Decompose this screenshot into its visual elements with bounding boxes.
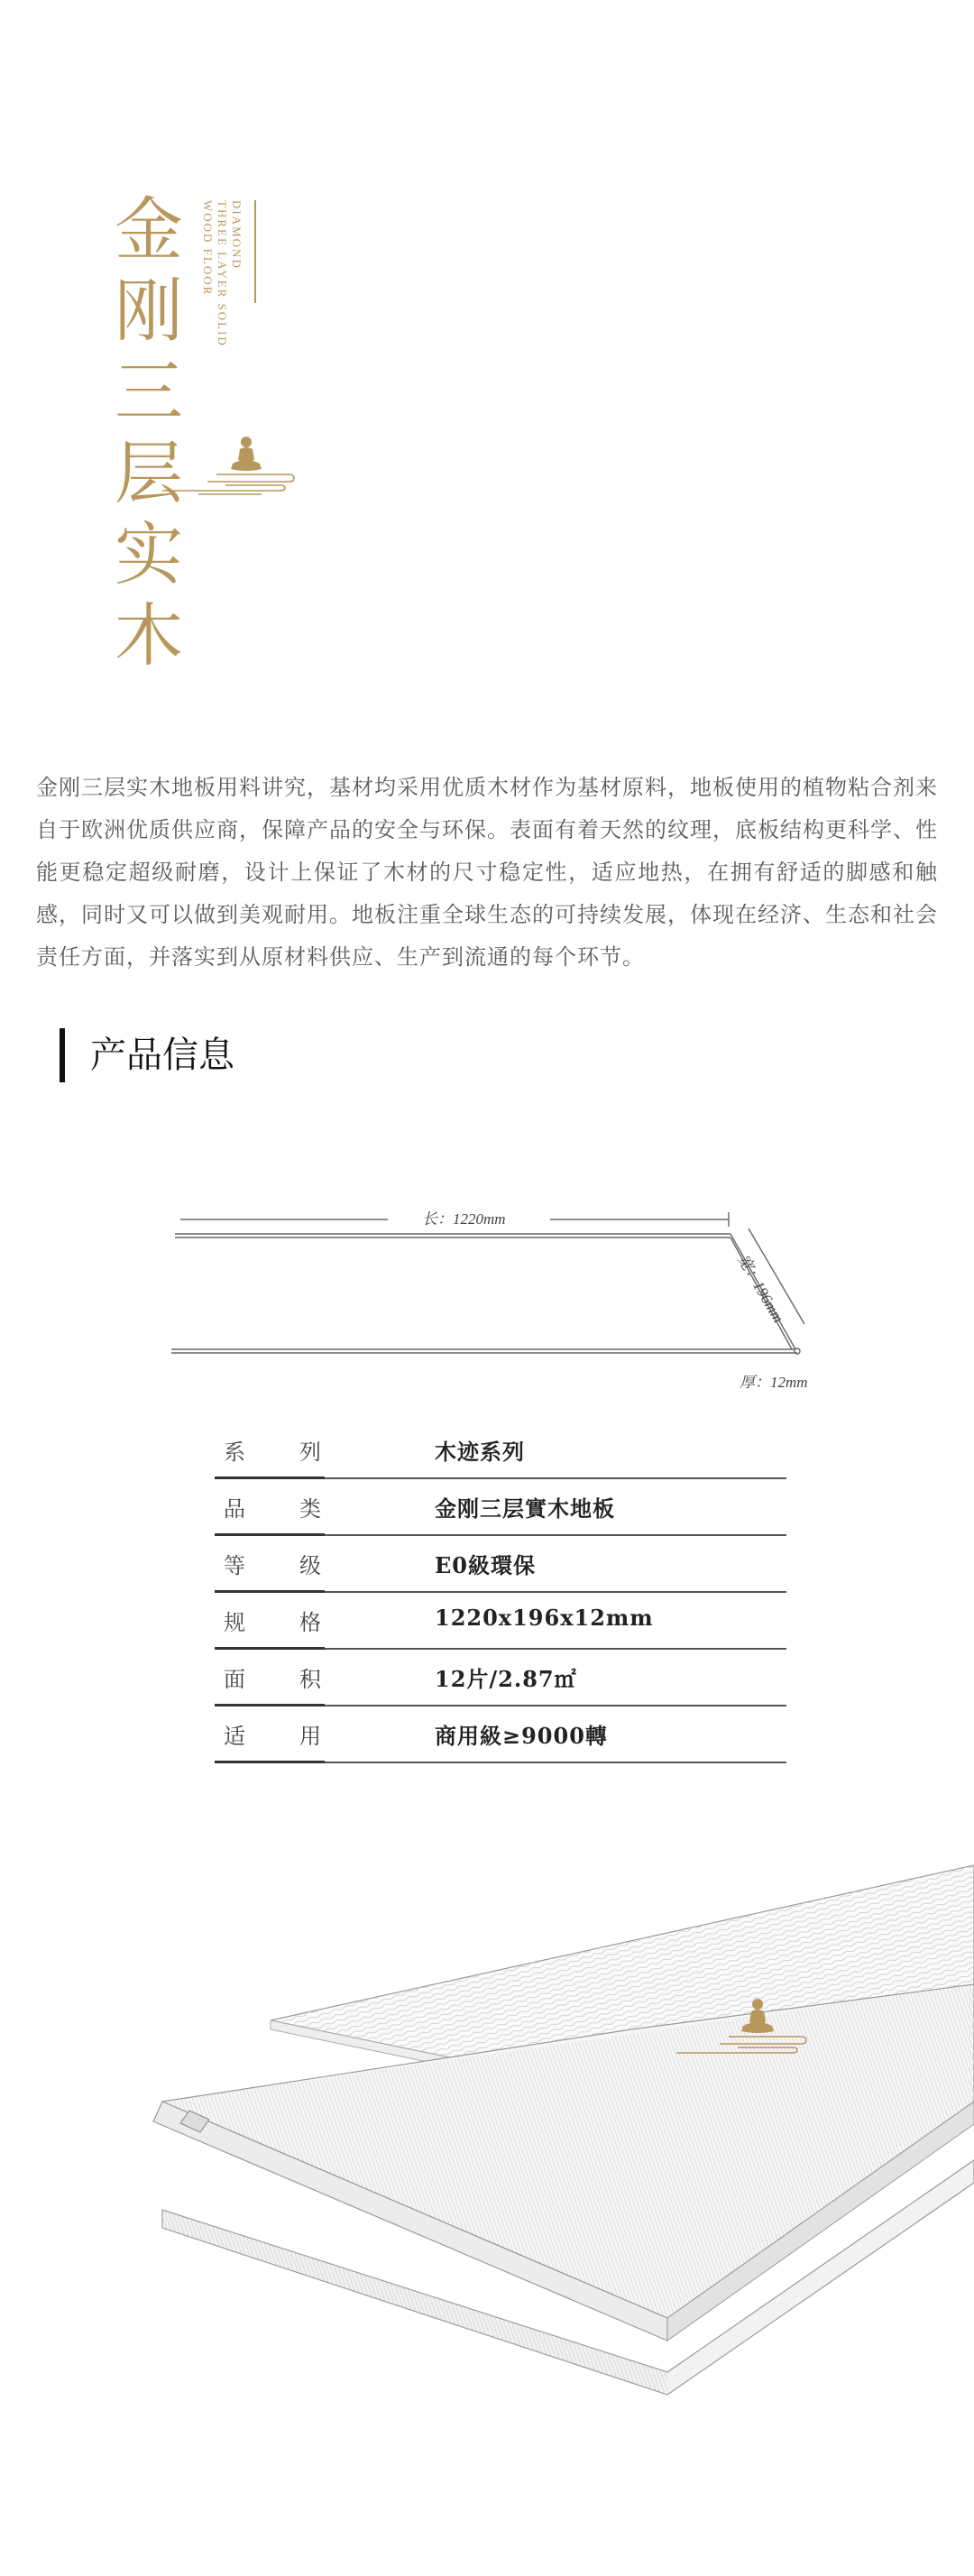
spec-row: [215, 1651, 786, 1707]
spec-value: 木迹系列: [435, 1439, 525, 1465]
width-label: 宽：196mm: [734, 1251, 787, 1326]
buddha-logo-icon: [153, 433, 298, 505]
thickness-label: 厚：12mm: [740, 1374, 808, 1391]
spec-row: [215, 1480, 786, 1536]
title-char: 木: [115, 595, 183, 676]
length-label: 长：1220mm: [422, 1210, 506, 1228]
title-divider: [254, 200, 256, 303]
spec-value: 1220x196x12mm: [435, 1605, 654, 1631]
spec-key: 面 积: [224, 1667, 323, 1692]
spec-row: [215, 1594, 786, 1650]
spec-row: [215, 1423, 786, 1479]
section-bar: [60, 1028, 65, 1082]
spec-key: 品 类: [224, 1496, 323, 1522]
spec-value: 12片/2.87㎡: [435, 1666, 577, 1692]
title-char: 刚: [115, 271, 183, 351]
spec-value: 商用級≥9000轉: [435, 1723, 608, 1749]
title-char: 金: [115, 189, 183, 270]
title-char: 三: [115, 352, 183, 432]
section-title: 产品信息: [90, 1035, 234, 1076]
title-char: 实: [115, 514, 183, 594]
floor-layers-illustration: [0, 1849, 974, 2426]
spec-row: [215, 1537, 786, 1593]
spec-value: E0級環保: [435, 1552, 536, 1578]
spec-value: 金刚三层實木地板: [435, 1495, 615, 1522]
spec-key: 系 列: [224, 1440, 323, 1465]
spec-key: 适 用: [224, 1724, 323, 1749]
spec-key: 等 级: [224, 1553, 323, 1578]
title-char: 层: [115, 433, 183, 513]
title-english: DIAMOND THREE LAYER SOLID WOOD FLOOR: [201, 200, 244, 347]
intro-paragraph: 金刚三层实木地板用料讲究，基材均采用优质木材作为基材原料，地板使用的植物粘合剂来自于欧洲优质供应商，保障产品的安全与环保。表面有着天然的纹理，底板结构更科学、性能更稳定超级耐磨，设计上保证了木材的尺寸稳定性，适应地热，在拥有舒适的脚感和触感，同时又可以做到美观耐用。地板注重全球生态的可持续发展，体现在经济、生态和社会责任方面，并落实到从原材料供应、生产到流通的每个环节。: [36, 775, 938, 970]
spec-key: 规 格: [224, 1610, 323, 1635]
spec-row: [215, 1707, 786, 1763]
